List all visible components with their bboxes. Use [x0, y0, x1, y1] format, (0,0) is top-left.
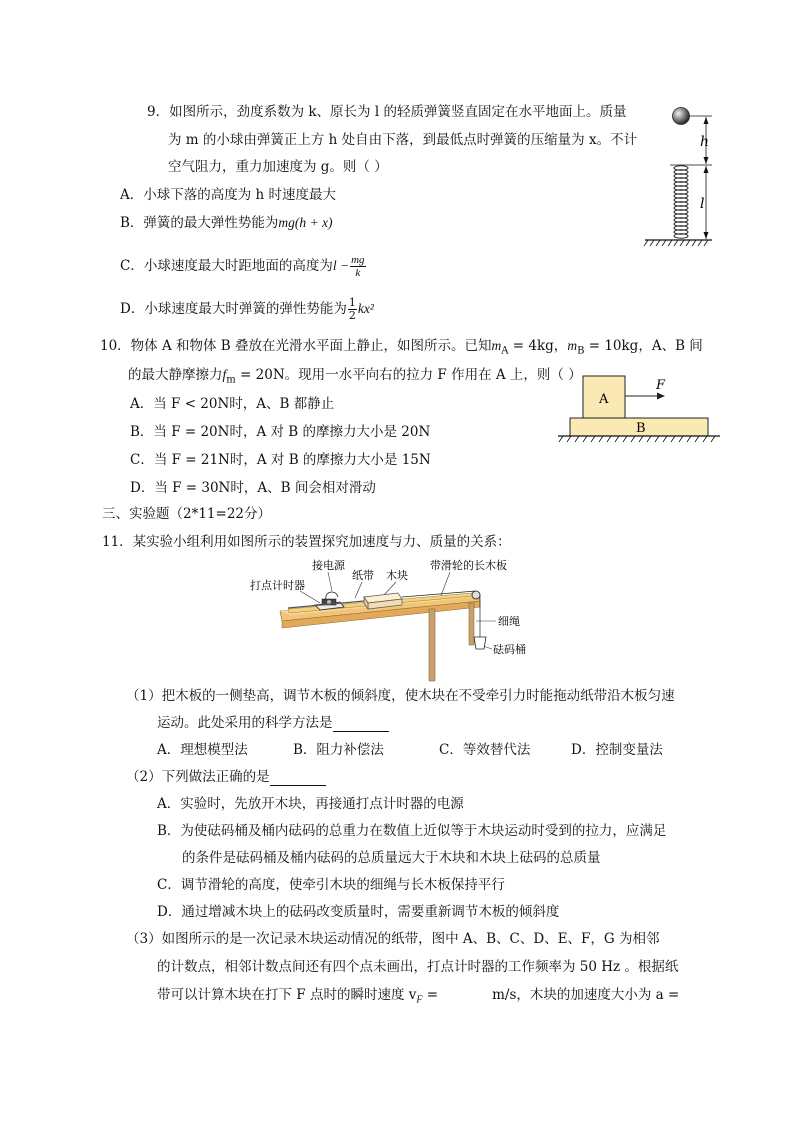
q9-c-denominator: k	[355, 267, 361, 279]
q10-option-d: D．当 F = 30N时，A、B 间会相对滑动	[130, 480, 376, 496]
mass-a-subscript: A	[501, 345, 509, 357]
q11-part2-text: （2）下列做法正确的是	[126, 769, 270, 785]
q11-stem: 11．某实验小组利用如图所示的装置探究加速度与力、质量的关系：	[102, 534, 511, 550]
max-friction-symbol: f	[222, 367, 227, 382]
velocity-subscript: F	[416, 994, 423, 1006]
q10-option-a: A．当 F < 20N时，A、B 都静止	[130, 396, 335, 412]
q11-part3-text: 带可以计算木块在打下 F 点时的瞬时速度 v	[157, 987, 417, 1003]
q11-part1-opt-b: B．阻力补偿法	[293, 742, 384, 758]
q9-option-d-fraction	[348, 297, 357, 322]
spring-icon	[674, 166, 688, 238]
q11-part2-opt-b-line1: B．为使砝码桶及桶内砝码的总重力在数值上近似等于木块运动时受到的拉力，应满足	[157, 823, 667, 839]
label-tape: 纸带	[352, 569, 374, 582]
q11-part1-line1: （1）把木板的一侧垫高，调节木板的倾斜度，使木块在不受牵引力时能拖动纸带沿木板匀速	[126, 688, 675, 704]
label-block: 木块	[386, 569, 408, 582]
block-b-label: B	[636, 421, 646, 436]
q11-part2-opt-b-line2: 的条件是砝码桶及桶内砝码的总质量远大于木块和木块上砝码的总质量	[182, 850, 601, 866]
q9-option-b-math: mg(h + x)	[278, 215, 333, 230]
answer-blank-2[interactable]	[270, 771, 326, 786]
velocity-unit: m/s	[492, 987, 517, 1003]
q11-part3-line2: 的计数点，相邻计数点间还有四个点未画出，打点计时器的工作频率为 50 Hz 。根据纸	[157, 959, 679, 975]
q11-part3-rest: ，木块的加速度大小为 a =	[516, 987, 680, 1003]
q9-stem-line1: 9．如图所示，劲度系数为 k、原长为 l 的轻质弹簧竖直固定在水平地面上。质量	[147, 104, 627, 120]
q9-d-numerator: 1	[348, 296, 356, 309]
block-a-label: A	[599, 392, 609, 407]
q9-option-d	[120, 297, 374, 322]
q10-stem-line2	[128, 366, 582, 390]
table-leg-left	[429, 609, 435, 681]
q10-option-c: C．当 F = 21N时，A 对 B 的摩擦力大小是 15N	[130, 452, 431, 468]
mass-b-subscript: B	[577, 345, 585, 357]
section-3-heading: 三、实验题（2*11=22分）	[102, 506, 272, 522]
label-power: 接电源	[312, 559, 345, 572]
q9-stem-line2: 为 m 的小球由弹簧正上方 h 处自由下落，到最低点时弹簧的压缩量为 x。不计	[168, 132, 638, 148]
q11-part3-line3	[157, 986, 679, 1010]
q10-line2-text: 的最大静摩擦力	[128, 367, 223, 383]
q10-stem-line1	[100, 337, 703, 361]
q9-option-c	[120, 254, 367, 279]
q9-stem-line3: 空气阻力，重力加速度为 g。则（ ）	[168, 159, 388, 175]
q9-option-c-text: C．小球速度最大时距地面的高度为	[120, 258, 333, 274]
q11-part1-text: 运动。此处采用的科学方法是	[157, 715, 333, 731]
mass-a-symbol: m	[491, 338, 502, 353]
q11-part1-line2	[157, 714, 389, 732]
q9-option-c-fraction	[350, 254, 365, 279]
q9-option-b	[120, 214, 333, 232]
q10-stem-text: 10．物体 A 和物体 B 叠放在光滑水平面上静止，如图所示。已知	[100, 338, 492, 354]
label-rope: 细绳	[498, 615, 520, 628]
q11-part3-line1: （3）如图所示的是一次记录木块运动情况的纸带，图中 A、B、C、D、E、F，G 为相邻	[126, 931, 660, 947]
q11-apparatus-figure	[240, 553, 540, 683]
q9-option-b-text: B．弹簧的最大弹性势能为	[120, 215, 279, 231]
q9-option-d-math: kx²	[357, 301, 374, 316]
q9-option-d-text: D．小球速度最大时弹簧的弹性势能为	[120, 301, 347, 317]
force-f-label: F	[656, 378, 666, 393]
q11-part2-stem	[126, 768, 326, 786]
label-timer: 打点计时器	[250, 579, 305, 592]
q9-c-numerator: mg	[351, 254, 365, 266]
max-friction-subscript: m	[226, 374, 236, 386]
mass-a-value: = 4kg，	[508, 338, 568, 354]
bucket-icon	[474, 637, 486, 649]
label-bucket: 砝码桶	[493, 643, 526, 656]
q11-part1-opt-d: D．控制变量法	[571, 742, 663, 758]
q9-option-c-math: l −	[332, 258, 350, 273]
table-leg-right	[469, 603, 474, 645]
q9-d-denominator: 2	[348, 309, 356, 322]
ball-icon	[673, 108, 690, 125]
pulley-icon	[472, 591, 480, 599]
q10-blocks-figure	[555, 370, 725, 448]
q10-line2-rest: = 20N。现用一水平向右的拉力 F 作用在 A 上，则（ ）	[235, 367, 582, 383]
h-label: h	[700, 134, 710, 150]
q9-spring-figure	[640, 100, 730, 255]
l-label: l	[700, 196, 705, 212]
q11-part2-opt-d: D．通过增减木块上的砝码改变质量时，需要重新调节木板的倾斜度	[157, 904, 560, 920]
mass-b-value: = 10kg，A、B 间	[584, 338, 703, 354]
answer-blank-1[interactable]	[333, 717, 389, 732]
label-board: 带滑轮的长木板	[430, 559, 507, 572]
q11-part2-opt-a: A．实验时，先放开木块，再接通打点计时器的电源	[157, 796, 464, 812]
q11-part3-equals: =	[422, 987, 439, 1003]
q11-part1-opt-c: C．等效替代法	[439, 742, 531, 758]
q10-option-b: B．当 F = 20N时，A 对 B 的摩擦力大小是 20N	[130, 424, 431, 440]
q11-part1-opt-a: A．理想模型法	[157, 742, 248, 758]
q9-option-a: A．小球下落的高度为 h 时速度最大	[120, 187, 337, 203]
q11-part2-opt-c: C．调节滑轮的高度，使牵引木块的细绳与长木板保持平行	[157, 877, 505, 893]
mass-b-symbol: m	[567, 338, 578, 353]
